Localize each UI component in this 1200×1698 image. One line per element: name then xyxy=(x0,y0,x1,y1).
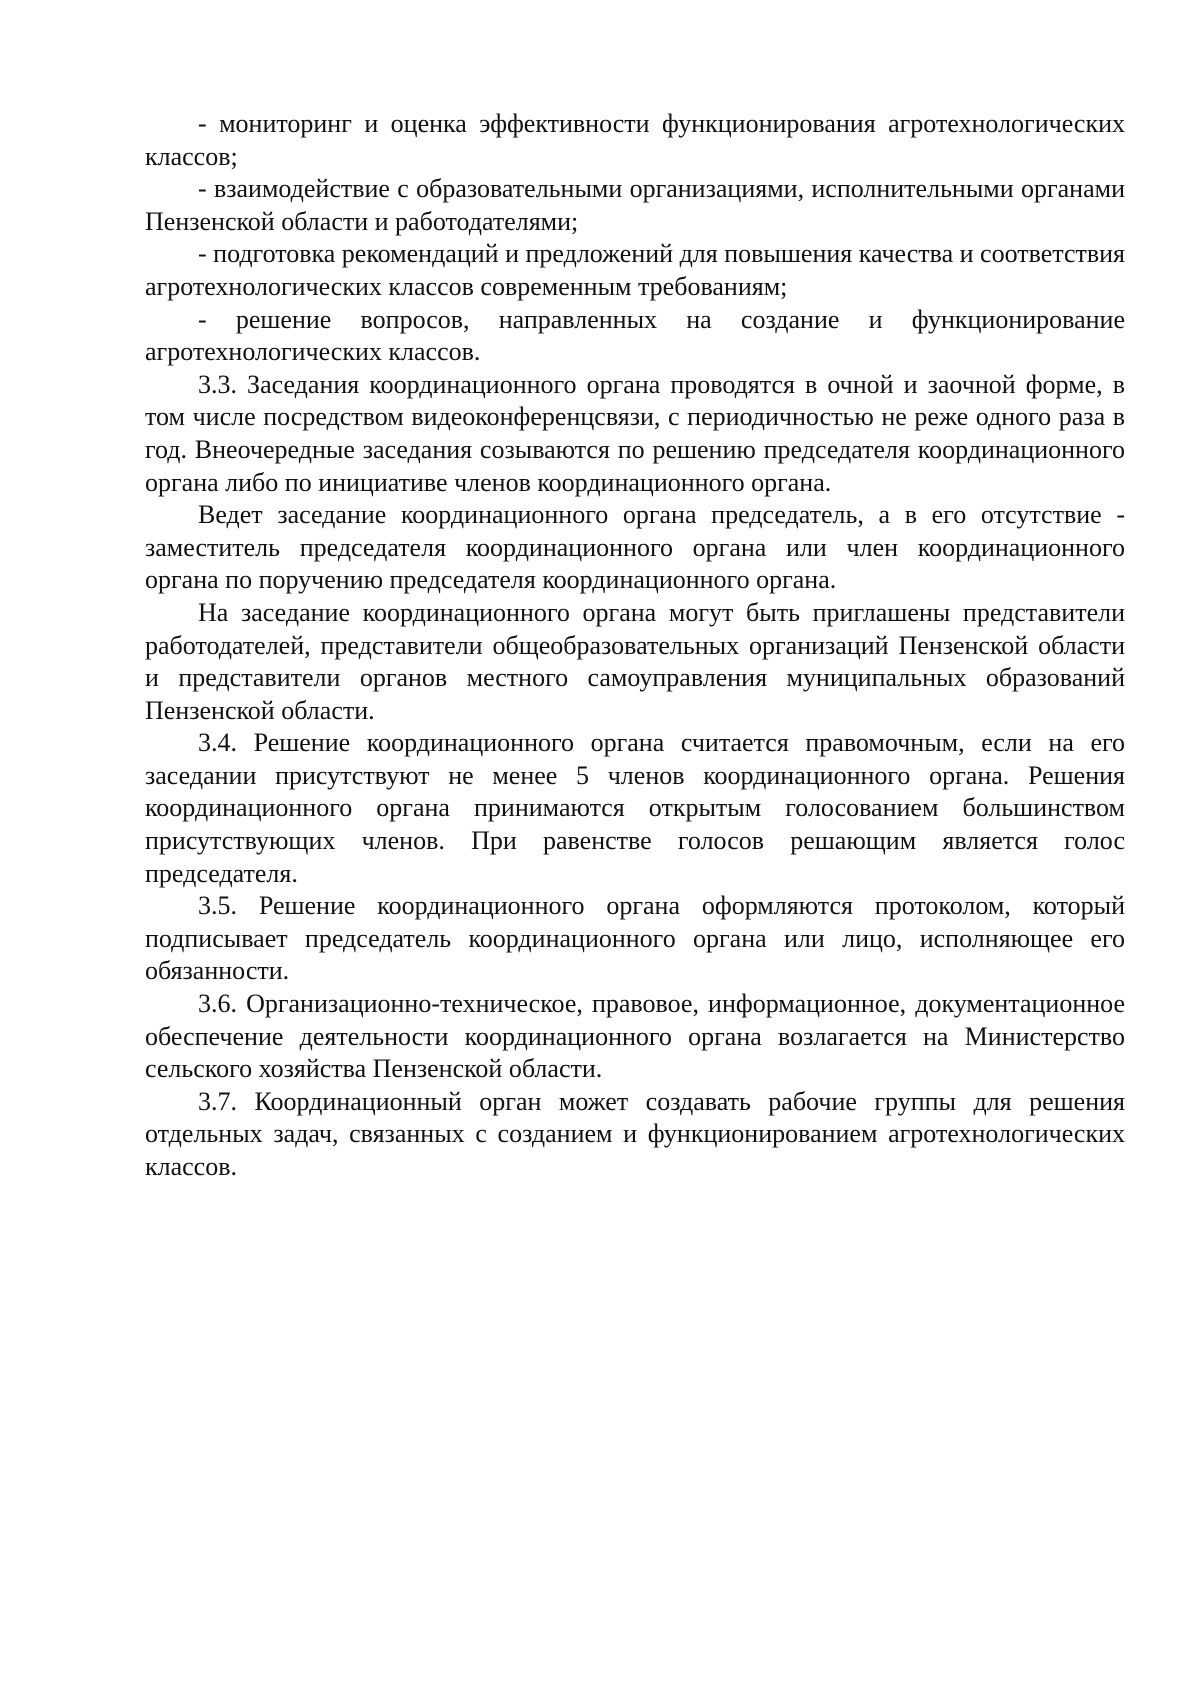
list-item-monitoring: - мониторинг и оценка эффективности функционирования агротехнологических классов; xyxy=(145,109,1125,171)
list-item-recommendations: - подготовка рекомендаций и предложений для повышения качества и соответствия агротехнологических классов современным требованиям; xyxy=(145,239,1125,301)
section-3-4: 3.4. Решение координационного органа считается правомочным, если на его заседании присутствуют не менее 5 членов координационного органа. Решения координационного органа принимаются открытым голосованием большинством присутствующих членов. При равенстве голосов решающим является голос председателя. xyxy=(145,728,1125,888)
section-3-3: 3.3. Заседания координационного органа проводятся в очной и заочной форме, в том числе посредством видеоконференцсвязи, с периодичностью не реже одного раза в год. Внеочередные заседания созываются по решению председателя координационного органа либо по инициативе членов координационного органа. xyxy=(145,369,1125,497)
paragraph-invited: На заседание координационного органа могут быть приглашены представители работодателей, представители общеобразовательных организаций Пензенской области и представители органов местного самоуправления муниципальных образований Пензенской области. xyxy=(145,597,1125,725)
list-item-interaction: - взаимодействие с образовательными организациями, исполнительными органами Пензенской области и работодателями; xyxy=(145,174,1125,236)
section-3-5: 3.5. Решение координационного органа оформляются протоколом, который подписывает председатель координационного органа или лицо, исполняющее его обязанности. xyxy=(145,891,1125,986)
section-3-7: 3.7. Координационный орган может создавать рабочие группы для решения отдельных задач, связанных с созданием и функционированием агротехнологических классов. xyxy=(145,1086,1125,1181)
list-item-decisions: - решение вопросов, направленных на создание и функционирование агротехнологических классов. xyxy=(145,304,1125,367)
paragraph-chairman: Ведет заседание координационного органа председатель, а в его отсутствие - заместитель председателя координационного органа или член координационного органа по поручению председателя координационного органа. xyxy=(145,500,1125,595)
document-body xyxy=(145,108,1125,1184)
section-3-6: 3.6. Организационно-техническое, правовое, информационное, документационное обеспечение деятельности координационного органа возлагается на Министерство сельского хозяйства Пензенской области. xyxy=(145,989,1125,1084)
